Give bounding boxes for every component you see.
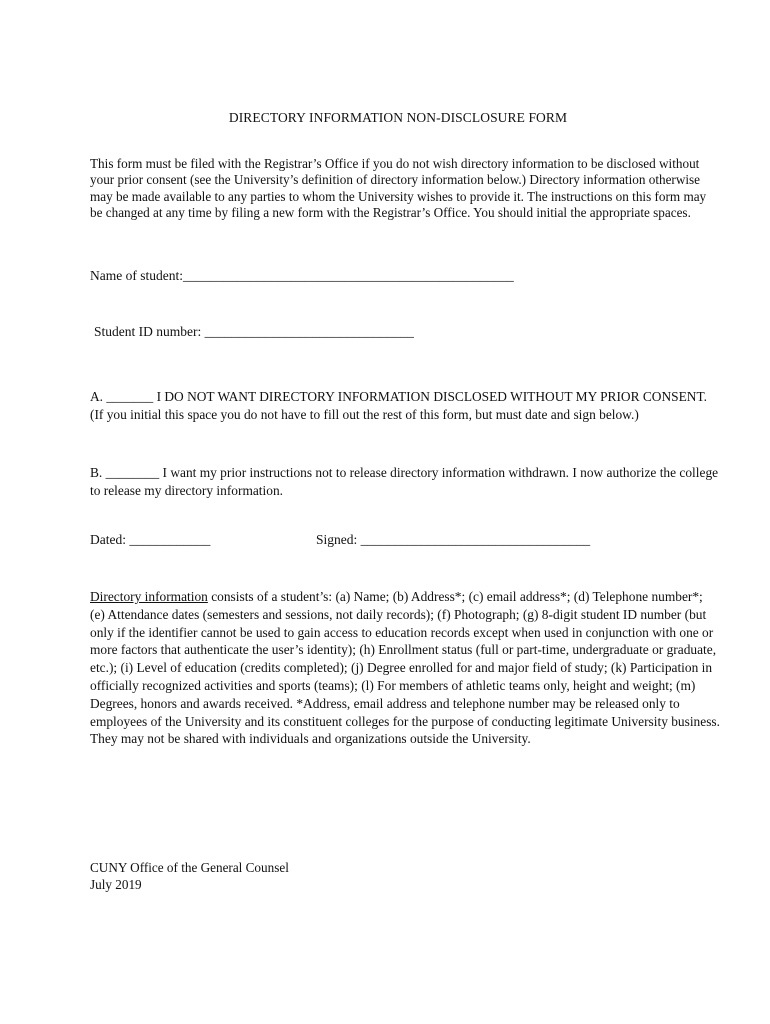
student-id-field[interactable]: Student ID number: _______________________________ [94, 324, 414, 339]
student-name-field[interactable]: Name of student:_________________________________________________ [90, 268, 514, 283]
dated-field[interactable]: Dated: ____________ [90, 532, 211, 547]
directory-information-paragraph [90, 588, 720, 748]
footer-date: July 2019 [90, 876, 142, 892]
option-a-paragraph[interactable]: A. _______ I DO NOT WANT DIRECTORY INFORMATION DISCLOSED WITHOUT MY PRIOR CONSENT. (If you initial this space you do not have to fill out the rest of this form, but must date and sign below.) [90, 389, 707, 422]
form-title: DIRECTORY INFORMATION NON-DISCLOSURE FORM [228, 110, 568, 125]
footer-office: CUNY Office of the General Counsel [90, 860, 289, 875]
option-b-paragraph[interactable]: B. ________ I want my prior instructions not to release directory information withdrawn. I now authorize the college to release my directory information. [90, 465, 719, 498]
footer [90, 860, 289, 893]
intro-paragraph: This form must be filed with the Registrar’s Office if you do not wish directory information to be disclosed without your prior consent (see the University’s definition of directory information below.) Directory information otherwise may be made available to any parties to whom the University wishes to provide it. The instructions on this form may be changed at any time by filing a new form with the Registrar’s Office. You should initial the appropriate spaces. [90, 156, 707, 221]
directory-information-term: Directory information [90, 589, 208, 604]
signed-field[interactable]: Signed: __________________________________ [316, 532, 591, 547]
directory-information-text: consists of a student’s: (a) Name; (b) Address*; (c) email address*; (d) Telephone number*; (e) Attendance dates (semesters and sessions, not daily records); (f) Photograph; (g) 8-digit student ID number (but only if the identifier cannot be used to gain access to education records except when used in conjunction with one or more factors that authenticate the user’s identity); (h) Enrollment status (full or part-time, undergraduate or graduate, etc.); (i) Level of education (credits completed); (j) Degree enrolled for and major field of study; (k) Participation in officially recognized activities and sports (teams); (l) For members of athletic teams only, height and weight; (m) Degrees, honors and awards received. *Address, email address and telephone number may be released only to employees of the University and its constituent colleges for the purpose of conducting legitimate University business. They may not be shared with individuals and organizations outside the University. [90, 589, 720, 747]
